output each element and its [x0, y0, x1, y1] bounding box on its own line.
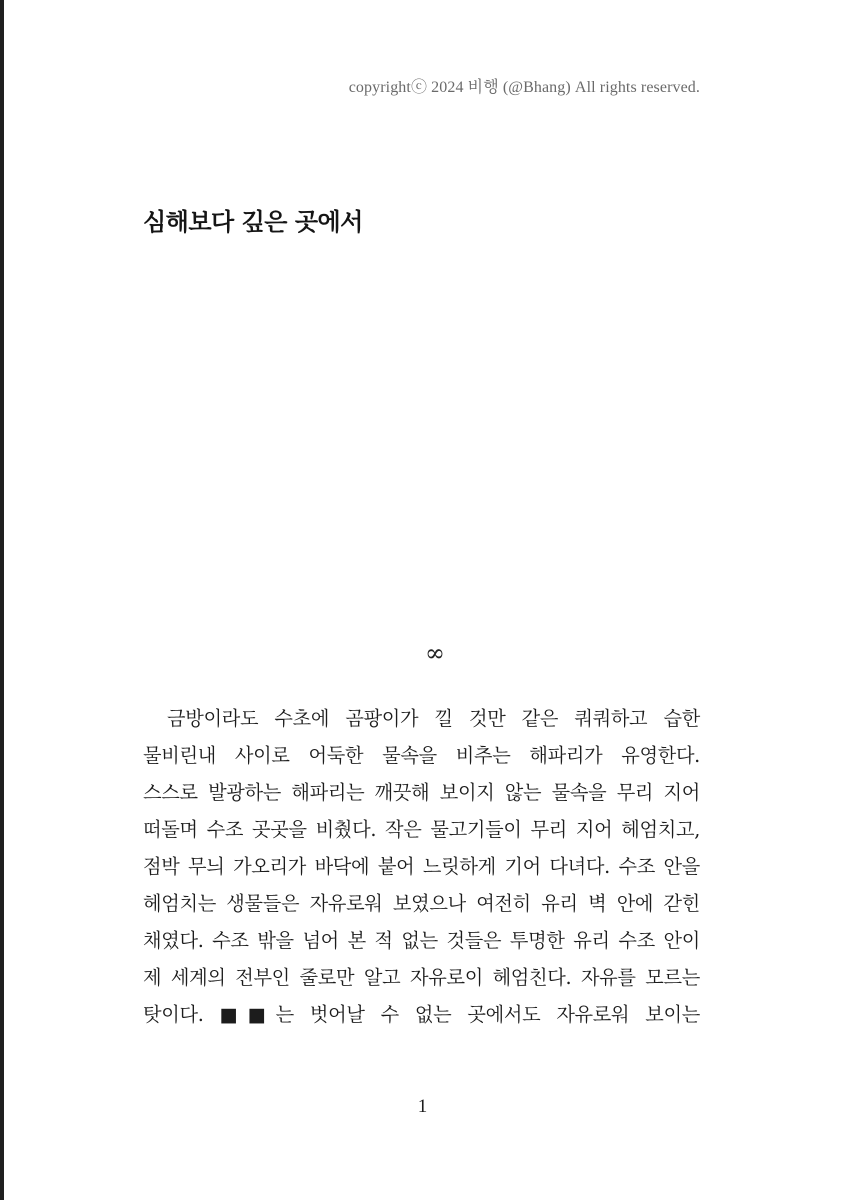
- section-divider-infinity: ∞: [425, 639, 445, 667]
- copyright-notice: copyrightⓒ 2024 비행 (@Bhang) All rights reserved.: [348, 79, 700, 96]
- text-line: 헤엄치는 생물들은 자유로워 보였으나 여전히 유리 벽 안에 갇힌: [143, 892, 700, 915]
- chapter-title: 심해보다 깊은 곳에서: [143, 208, 363, 236]
- text-line: 물비린내 사이로 어둑한 물속을 비추는 해파리가 유영한다.: [143, 744, 700, 767]
- body-paragraph: [143, 700, 700, 1033]
- page-number: 1: [417, 1096, 428, 1117]
- text-line: 탓이다. ■■는 벗어날 수 없는 곳에서도 자유로워 보이는: [143, 1003, 700, 1026]
- text-line: 제 세계의 전부인 줄로만 알고 자유로이 헤엄친다. 자유를 모르는: [143, 966, 700, 989]
- page-edge-rule: [0, 0, 4, 1200]
- text-line: 스스로 발광하는 해파리는 깨끗해 보이지 않는 물속을 무리 지어: [143, 781, 700, 804]
- text-line: 점박 무늬 가오리가 바닥에 붙어 느릿하게 기어 다녀다. 수조 안을: [143, 855, 700, 878]
- text-line: 금방이라도 수초에 곰팡이가 낄 것만 같은 쿼쿼하고 습한: [167, 707, 700, 730]
- text-line: 채였다. 수조 밖을 넘어 본 적 없는 것들은 투명한 유리 수조 안이: [143, 929, 700, 952]
- text-line: 떠돌며 수조 곳곳을 비췄다. 작은 물고기들이 무리 지어 헤엄치고,: [143, 818, 700, 841]
